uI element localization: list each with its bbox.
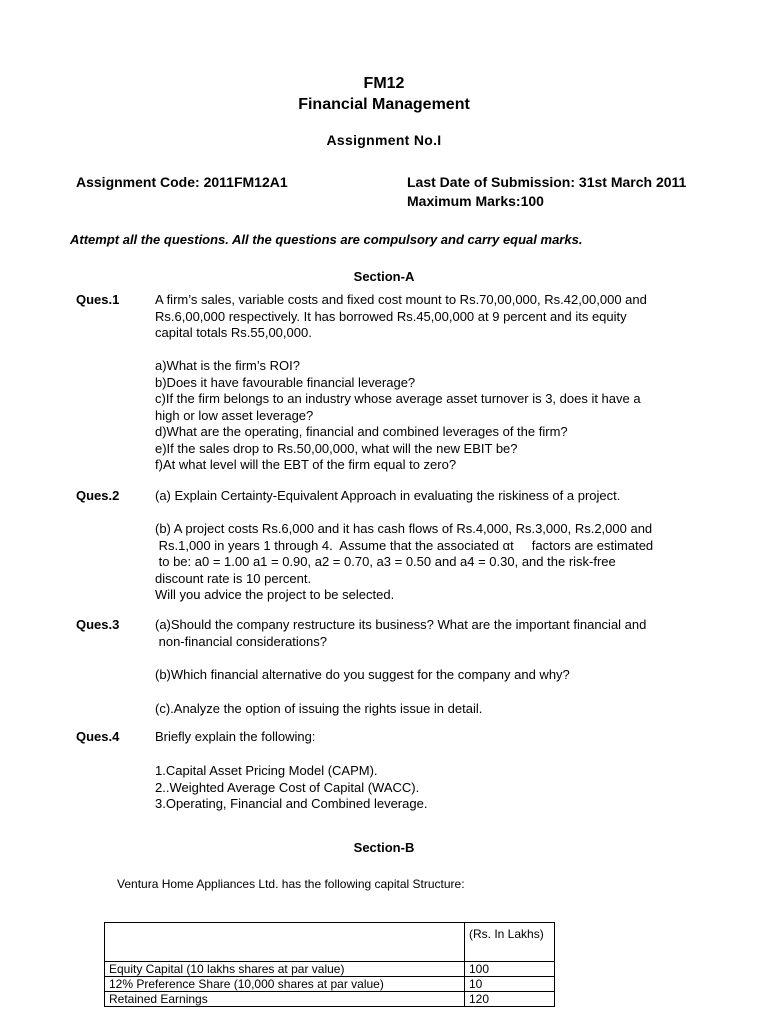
text-line: Will you advice the project to be selected. [155,587,395,602]
question-3-part-b [155,667,570,684]
table-cell: Equity Capital (10 lakhs shares at par value) [105,962,465,977]
question-label: Ques.2 [76,488,120,503]
text-line: (a) Explain Certainty-Equivalent Approach in evaluating the riskiness of a project. [155,488,621,503]
text-line: (c).Analyze the option of issuing the rights issue in detail. [155,701,483,716]
table-cell: 10 [465,977,555,992]
text-line: (b)Which financial alternative do you suggest for the company and why? [155,667,570,682]
table-cell: 12% Preference Share (10,000 shares at par value) [105,977,465,992]
assignment-code: Assignment Code: 2011FM12A1 [76,174,288,190]
question-part: f)At what level will the EBT of the firm equal to zero? [155,457,457,472]
table-row [105,992,555,1007]
last-date-of-submission: Last Date of Submission: 31st March 2011 [407,174,687,190]
list-item: 3.Operating, Financial and Combined leverage. [155,796,428,811]
question-part: high or low asset leverage? [155,407,314,423]
question-label: Ques.4 [76,729,120,744]
maximum-marks: Maximum Marks:100 [407,193,544,209]
question-1-intro [155,292,647,342]
question-part: c)If the firm belongs to an industry whose average asset turnover is 3, does it have a [155,391,641,406]
table-cell: 100 [465,962,555,977]
table-header-row [105,923,555,962]
question-part: d)What are the operating, financial and combined leverages of the firm? [155,424,568,439]
table-row [105,962,555,977]
table-row [105,977,555,992]
list-item: 1.Capital Asset Pricing Model (CAPM). [155,763,378,778]
table-cell: Retained Earnings [105,992,465,1007]
assignment-number: Assignment No.I [326,132,442,148]
text-line: Briefly explain the following: [155,729,316,744]
text-line: (b) A project costs Rs.6,000 and it has cash flows of Rs.4,000, Rs.3,000, Rs.2,000 and [155,521,653,536]
text-line: A firm’s sales, variable costs and fixed cost mount to Rs.70,00,000, Rs.42,00,000 and [155,292,647,307]
question-1-parts [155,358,641,474]
capital-structure-table [104,922,555,1007]
question-part: b)Does it have favourable financial leverage? [155,374,416,390]
text-line: non-financial considerations? [155,633,327,649]
course-title: Financial Management [298,96,470,113]
question-label: Ques.1 [76,292,120,307]
question-2-part-a [155,488,620,505]
text-line: Rs.6,00,000 respectively. It has borrowed Rs.45,00,000 at 9 percent and its equity [155,308,627,324]
list-item: 2..Weighted Average Cost of Capital (WACC). [155,779,420,795]
table-header-cell: (Rs. In Lakhs) [465,923,555,962]
table-cell: 120 [465,992,555,1007]
question-4-items [155,763,427,813]
section-a-title: Section-A [353,269,415,284]
question-3-part-a [155,617,646,650]
text-line: capital totals Rs.55,00,000. [155,325,312,340]
course-code: FM12 [363,75,405,92]
section-b-title: Section-B [353,840,415,855]
question-2-part-b [155,521,653,604]
question-part: e)If the sales drop to Rs.50,00,000, what will the new EBIT be? [155,440,518,456]
question-3-part-c [155,701,482,718]
question-part: a)What is the firm’s ROI? [155,358,300,373]
table-header-cell [105,923,465,962]
section-b-intro: Ventura Home Appliances Ltd. has the following capital Structure: [117,877,465,891]
instructions: Attempt all the questions. All the questions are compulsory and carry equal marks. [70,232,583,247]
text-line: discount rate is 10 percent. [155,570,312,586]
question-4-intro [155,729,315,746]
text-line: Rs.1,000 in years 1 through 4. Assume that the associated αt factors are estimated [155,537,654,553]
text-line: (a)Should the company restructure its business? What are the important financial and [155,617,647,632]
text-line: to be: a0 = 1.00 a1 = 0.90, a2 = 0.70, a3 = 0.50 and a4 = 0.30, and the risk-free [155,554,616,569]
question-label: Ques.3 [76,617,120,632]
